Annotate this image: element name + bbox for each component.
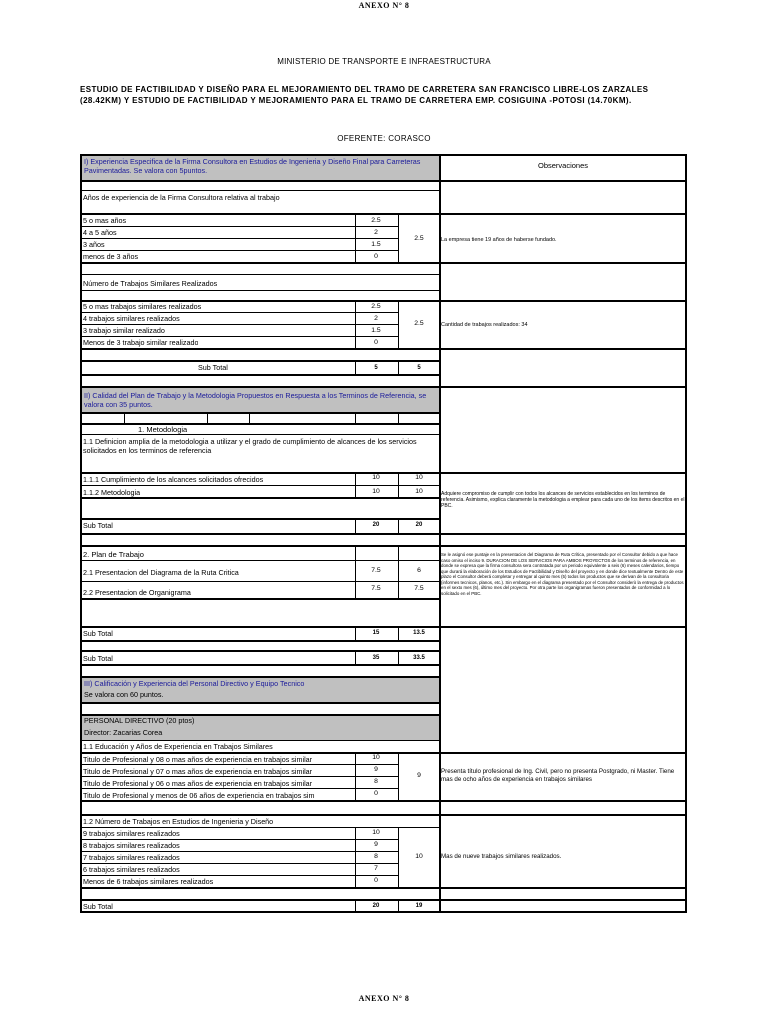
observaciones-header: Observaciones xyxy=(537,162,589,170)
works-row-label: 5 o mas trabajos similares realizados xyxy=(83,303,202,311)
sub3-score: 33.5 xyxy=(413,655,425,661)
r112-score: 10 xyxy=(415,488,423,495)
years-row-label: 5 o mas años xyxy=(83,217,127,225)
study-title-line2: (28.42KM) Y ESTUDIO DE FACTIBILIDAD Y MEJORAMIENTO PARA EL TRAMO DE CARRETERA EMP. COSIGUINA -POTOSI (14.70KM). xyxy=(80,96,632,105)
sub2-max: 15 xyxy=(372,630,380,636)
edu-row-label: Titulo de Profesional y 08 o mas años de experiencia en trabajos similar xyxy=(83,756,313,764)
sub1-max: 20 xyxy=(372,522,380,528)
works-title: Número de Trabajos Similares Realizados xyxy=(83,280,218,288)
subtotal-label: Sub Total xyxy=(198,364,228,372)
years-row-label: 3 años xyxy=(83,241,105,249)
works-row-value: 2.5 xyxy=(371,303,381,310)
years-row-value: 2 xyxy=(374,229,378,236)
eng-row-value: 9 xyxy=(374,841,378,848)
works-observation: Cantidad de trabajos realizados: 34 xyxy=(441,322,528,328)
section1-title: I) Experiencia Especifica de la Firma Consultora en Estudios de Ingenieria y Diseño Final para Carreteras Pavimentadas. Se valora con 5puntos. xyxy=(82,156,439,180)
section3-valora: Se valora con 60 puntos. xyxy=(82,690,439,702)
r21-max: 7.5 xyxy=(371,567,381,574)
r22-label: 2.2 Presentacion de Organigrama xyxy=(83,589,191,597)
sub3-total-label: Sub Total xyxy=(83,903,113,911)
years-observation: La empresa tiene 19 años de haberse fundado. xyxy=(441,237,557,243)
edu-score: 9 xyxy=(417,772,421,779)
eng-row-label: 9 trabajos similares realizados xyxy=(83,830,180,838)
r22-max: 7.5 xyxy=(371,585,381,592)
edu-row-value: 9 xyxy=(374,766,378,773)
subtotal-max: 5 xyxy=(374,365,378,371)
r111-score: 10 xyxy=(415,474,423,481)
eng-row-label: 8 trabajos similares realizados xyxy=(83,842,180,850)
sub2-score: 13.5 xyxy=(413,630,425,636)
edu-row-label: Titulo de Profesional y menos de 06 años de experiencia en trabajos sim xyxy=(83,792,315,800)
works-row-value: 2 xyxy=(374,315,378,322)
years-row-value: 2.5 xyxy=(371,217,381,224)
sub3-total-score: 19 xyxy=(415,903,423,909)
eng-row-value: 7 xyxy=(374,865,378,872)
years-row-label: menos de 3 años xyxy=(83,253,139,261)
r22-score: 7.5 xyxy=(414,585,424,592)
works-row-label: 3 trabajo similar realizado xyxy=(83,327,165,335)
section3-title: III) Calificación y Experiencia del Personal Directivo y Equipo Tecnico xyxy=(82,678,439,690)
eng-row-label: 6 trabajos similares realizados xyxy=(83,866,180,874)
r21-score: 6 xyxy=(417,567,421,574)
director-name: Director: Zacarias Corea xyxy=(82,728,439,740)
eng-row-value: 8 xyxy=(374,853,378,860)
edu-observation: Presenta título profesional de Ing. Civil, pero no presenta Postgrado, ni Master. Tiene mas de ocho años de experiencia en trabajos similares xyxy=(441,768,675,783)
eng-row-label: Menos de 6 trabajos similares realizados xyxy=(83,878,214,886)
edu-row-value: 0 xyxy=(374,790,378,797)
eng-row-value: 0 xyxy=(374,877,378,884)
years-row-value: 1.5 xyxy=(371,241,381,248)
plan-observation: Se le asignó ese puntaje en la presentacion del Diagrama de Ruta Crítica, presentado por el Consultor debido a que hace caso omiso el inciso 9. DURACION DE LOS SERVICIOS PARA AMBOS PROYECTOS de los terminos de referencia, en donde se expresa que la firma consultora sera contratada por un periodo equivalente a seis (6) meses calendarios, tiempo que durará la elaboración de los Estudios de Factibilidad y Diseño del proyecto y en donde dice textualmente Dentro de este plazo el Consultor deberá completar y entregar al quinto mes (5) todos los productos que se derivan de la consultoria (informes tecnicos, planos, etc.). Sin embargo en el diagrama presentado por el Consultor considerò la entrega de productos en el sexto mes (6), último mes del proyecto. Por otra parte los organigramas fueron presentados de conformidad a lo solicitado en el PBC. xyxy=(441,552,684,596)
oferente-label: OFERENTE: CORASCO xyxy=(337,134,431,143)
subtotal-score: 5 xyxy=(417,365,421,371)
sub1-label: Sub Total xyxy=(83,522,113,530)
works-row-value: 1.5 xyxy=(371,327,381,334)
section2-title: II) Calidad del Plan de Trabajo y la Metodologia Propuestos en Respuesta a los Terminos de Referencia, se valora con 35 puntos. xyxy=(82,388,439,412)
works-row-label: Menos de 3 trabajo similar realizado xyxy=(83,339,199,347)
study-title-line1: ESTUDIO DE FACTIBILIDAD Y DISEÑO PARA EL MEJORAMIENTO DEL TRAMO DE CARRETERA SAN FRANCISCO LIBRE-LOS ZARZALES xyxy=(80,85,649,94)
sub2-label: Sub Total xyxy=(83,630,113,638)
sub1-score: 20 xyxy=(415,522,423,528)
eng-observation: Mas de nueve trabajos similares realizados. xyxy=(441,853,562,860)
edu-row-value: 10 xyxy=(372,754,380,761)
years-row-label: 4 a 5 años xyxy=(83,229,117,237)
years-title: Años de experiencia de la Firma Consultora relativa al trabajo xyxy=(83,194,280,202)
annex-title-bottom: ANEXO N° 8 xyxy=(358,994,410,1003)
r112-max: 10 xyxy=(372,488,380,495)
r111-label: 1.1.1 Cumplimiento de los alcances solicitados ofrecidos xyxy=(83,476,264,484)
sub3-label: Sub Total xyxy=(83,655,113,663)
years-score: 2.5 xyxy=(414,235,424,242)
r21-label: 2.1 Presentacion del Diagrama de la Ruta Critica xyxy=(83,569,239,577)
edu-row-label: Titulo de Profesional y 06 o mas años de experiencia en trabajos similar xyxy=(83,780,313,788)
evaluation-table xyxy=(80,154,687,913)
definition-label: 1.1 Definicion amplia de la metodologia a utilizar y el grado de cumplimiento de alcances de los servicios solicitados en los terminos de referencia xyxy=(83,437,417,455)
personal-directivo: PERSONAL DIRECTIVO (20 ptos) xyxy=(82,716,439,728)
eng-row-value: 10 xyxy=(372,829,380,836)
works-row-label: 4 trabajos similares realizados xyxy=(83,315,180,323)
annex-title-top: ANEXO N° 8 xyxy=(358,1,410,10)
works-row-value: 0 xyxy=(374,339,378,346)
sub3-max: 35 xyxy=(372,655,380,661)
r111-max: 10 xyxy=(372,474,380,481)
works-engineering-title: 1.2 Número de Trabajos en Estudios de Ingenieria y Diseño xyxy=(83,818,274,826)
edu-row-label: Titulo de Profesional y 07 o mas años de experiencia en trabajos similar xyxy=(83,768,313,776)
education-title: 1.1 Educación y Años de Experiencia en Trabajos Similares xyxy=(83,743,273,751)
edu-row-value: 8 xyxy=(374,778,378,785)
metodologia-label: 1. Metodologia xyxy=(138,426,188,434)
ministry-title: MINISTERIO DE TRANSPORTE E INFRAESTRUCTURA xyxy=(277,57,491,66)
plan-label: 2. Plan de Trabajo xyxy=(83,551,144,559)
works-score: 2.5 xyxy=(414,320,424,327)
eng-row-label: 7 trabajos similares realizados xyxy=(83,854,180,862)
r112-label: 1.1.2 Metodologia xyxy=(83,489,141,497)
metodologia-observation: Adquiere compromiso de cumplir con todos los alcances de servicios establecidos en los terminos de referencia. Asimismo, explica claramente la metodologia a emplear para cada uno de los items descritos en el PBC. xyxy=(441,491,685,509)
years-row-value: 0 xyxy=(374,253,378,260)
eng-score: 10 xyxy=(415,853,423,860)
sub3-total-max: 20 xyxy=(372,903,380,909)
